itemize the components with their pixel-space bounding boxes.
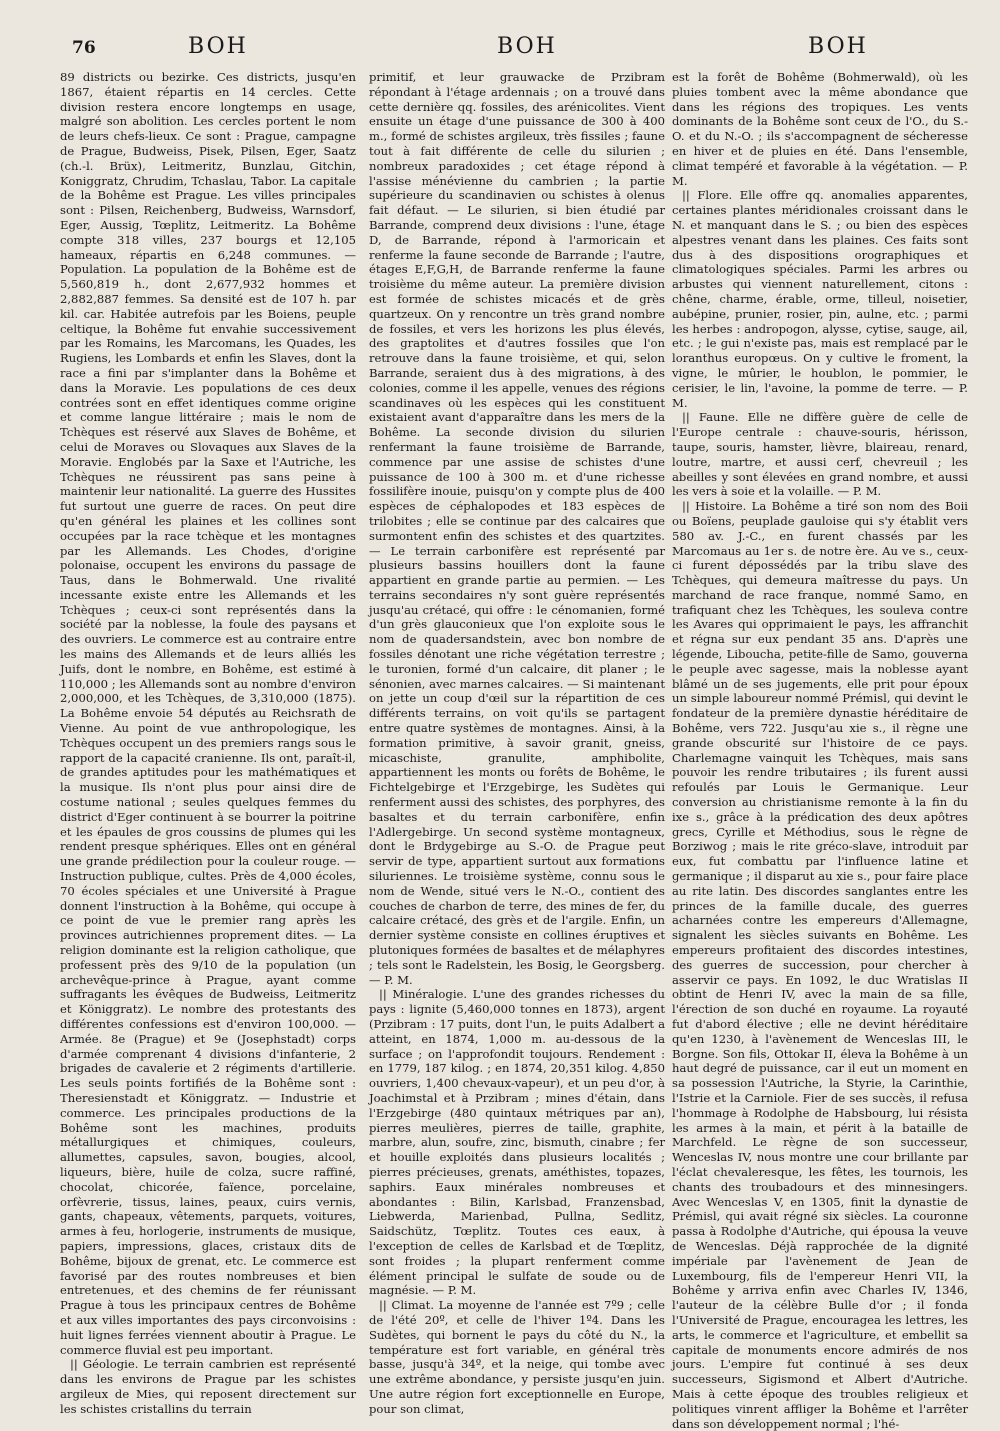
running-head-left: BOH [188, 34, 248, 59]
running-head-right: BOH [808, 34, 868, 59]
paragraph: || Géologie. Le terrain cambrien est représenté dans les environs de Prague par les schistes argileux de Mies, qui reposent directement sur les schistes cristallins du terrain [60, 1357, 356, 1416]
paragraph: || Faune. Elle ne diffère guère de celle de l'Europe centrale : chauve-souris, hérisson, taupe, souris, hamster, lièvre, blaireau, renard, loutre, martre, et aussi cerf, chevreuil ; les abeilles y sont élevées en grand nombre, et aussi les vers à soie et la volaille. — P. M. [672, 410, 968, 499]
paragraph: || Histoire. La Bohême a tiré son nom des Boii ou Boïens, peuplade gauloise qui s'y établit vers 580 av. J.-C., en furent chassés par les Marcomaus au 1er s. de notre ère. Au ve s., ceux-ci furent dépossédés par la tribu slave des Tchèques, qui demeura maîtresse du pays. Un marchand de race franque, nommé Samo, en trafiquant chez les Tchèques, les souleva contre les Avares qui opprimaient le pays, les affranchit et régna sur eux pendant 35 ans. D'après une légende, Libouchа, petite-fille de Samo, gouverna le peuple avec sagesse, mais la noblesse ayant blâmé un de ses jugements, elle prit pour époux un simple laboureur nommé Prémisl, qui devint le fondateur de la première dynastie héréditaire de Bohême, vers 722. Jusqu'au xie s., il règne une grande obscurité sur l'histoire de ce pays. Charlemagne vainquit les Tchèques, mais sans pouvoir les rendre tributaires ; ils furent aussi refoulés par Louis le Germanique. Leur conversion au christianisme remonte à la fin du ixe s., grâce à la prédication des deux apôtres grecs, Cyrille et Méthodius, sous le règne de Borziwog ; mais le rite gréco-slave, introduit par eux, fut combattu par l'influence latine et germanique ; il disparut au xie s., pour faire place au rite latin. Des discordes sanglantes entre les princes de la famille ducale, des guerres acharnées contre les empereurs d'Allemagne, signalent les siècles suivants en Bohême. Les empereurs profitaient des discordes intestines, des guerres de succession, pour chercher à asservir ce pays. En 1092, le duc Wratislas II obtint de Henri IV, avec la main de sa fille, l'érection de son duché en royaume. La royauté fut d'abord élective ; elle ne devint héréditaire qu'en 1230, à l'avènement de Wenceslas III, le Borgne. Son fils, Ottokar II, éleva la Bohême à un haut degré de puissance, car il eut un moment en sa possession l'Autriche, la Styrie, la Carinthie, l'Istrie et la Carniole. Fier de ses succès, il refusa l'hommage à Rodolphe de Habsbourg, lui résista les armes à la main, et périt à la bataille de Marchfeld. Le règne de son successeur, Wenceslas IV, nous montre une cour brillante par l'éclat chevaleresque, les fêtes, les tournois, les chants des troubadours et des minnesingers. Avec Wenceslas V, en 1305, finit la dynastie de Prémisl, qui avait régné six siècles. La couronne passa à Rodolphe d'Autriche, qui épousa la veuve de Wenceslas. Déjà rapprochée de la dignité impériale par l'avènement de Jean de Luxembourg, fils de l'empereur Henri VII, la Bohême y arriva enfin avec Charles IV, 1346, l'auteur de la célèbre Bulle d'or ; il fonda l'Université de Prague, encouragea les lettres, les arts, le commerce et l'agriculture, et embellit sa capitale de monuments encore admirés de nos jours. L'empire fut continué à ses deux successeurs, Sigismond et Albert d'Autriche. Mais à cette époque des troubles religieux et politiques vinrent affliger la Bohême et l'arrêter dans son développement normal ; l'hé- [672, 499, 968, 1431]
paragraph: || Flore. Elle offre qq. anomalies apparentes, certaines plantes méridionales croissant dans le N. et manquant dans le S. ; ou bien des espèces alpestres venant dans les plaines. Ces faits sont dus à des dispositions orographiques et climatologiques spéciales. Parmi les arbres ou arbustes qui viennent naturellement, citons : chêne, charme, érable, orme, tilleul, noisetier, aubépine, prunier, rosier, pin, aulne, etc. ; parmi les herbes : andropogon, alysse, cytise, sauge, ail, etc. ; le gui n'existe pas, mais est remplacé par le loranthus europœus. On y cultive le froment, la vigne, le mûrier, le houblon, le pommier, le cerisier, le lin, l'avoine, la pomme de terre. — P. M. [672, 188, 968, 410]
paragraph: || Minéralogie. L'une des grandes richesses du pays : lignite (5,460,000 tonnes en 1873), argent (Przibram : 17 puits, dont l'un, le puits Adalbert a atteint, en 1874, 1,000 m. au-dessous de la surface ; on l'approfondit toujours. Rendement : en 1779, 187 kilog. ; en 1874, 20,351 kilog. 4,850 ouvriers, 1,400 chevaux-vapeur), et un peu d'or, à Joachimstal et à Przibram ; mines d'étain, dans l'Erzgebirge (480 quintaux métriques par an), pierres meulières, pierres de taille, graphite, marbre, alun, soufre, zinc, bismuth, cinabre ; fer et houille exploités dans plusieurs localités ; pierres précieuses, grenats, améthistes, topazes, saphirs. Eaux minérales nombreuses et abondantes : Bilin, Karlsbad, Franzensbad, Liebwerda, Marienbad, Pullna, Sedlitz, Saidschütz, Tœplitz. Toutes ces eaux, à l'exception de celles de Karlsbad et de Tœplitz, sont froides ; la plupart renferment comme élément principal le sulfate de soude ou de magnésie. — P. M. [369, 987, 665, 1298]
paragraph: 89 districts ou bezirke. Ces districts, jusqu'en 1867, étaient répartis en 14 cercles. Cette division restera encore longtemps en usage, malgré son abolition. Les cercles portent le nom de leurs chefs-lieux. Ce sont : Prague, campagne de Prague, Budweiss, Pisek, Pilsen, Eger, Saatz (ch.-l. Brüx), Leitmeritz, Bunzlau, Gitchin, Koniggratz, Chrudim, Tchaslau, Tabor. La capitale de la Bohême est Prague. Les villes principales sont : Pilsen, Reichenberg, Budweiss, Warnsdorf, Eger, Aussig, Tœplitz, Leitmeritz. La Bohême compte 318 villes, 237 bourgs et 12,105 hameaux, répartis en 6,248 communes. — Population. La population de la Bohême est de 5,560,819 h., dont 2,677,932 hommes et 2,882,887 femmes. Sa densité est de 107 h. par kil. car. Habitée autrefois par les Boiens, peuple celtique, la Bohême fut envahie successivement par les Romains, les Marcomans, les Quades, les Rugiens, les Lombards et enfin les Slaves, dont la race a fini par s'implanter dans la Bohême et dans la Moravie. Les populations de ces deux contrées sont en effet identiques comme origine et comme langue littéraire ; mais le nom de Tchèques est réservé aux Slaves de Bohême, et celui de Moraves ou Slovaques aux Slaves de la Moravie. Englobés par la Saxe et l'Autriche, les Tchèques ne réussirent pas sans peine à maintenir leur nationalité. La guerre des Hussites fut surtout une guerre de races. On peut dire qu'en général les plaines et les collines sont occupées par la race tchèque et les montagnes par les Allemands. Les Chodes, d'origine polonaise, occupent les environs du passage de Taus, dans le Bohmerwald. Une rivalité incessante existe entre les Allemands et les Tchèques ; ceux-ci sont représentés dans la société par la noblesse, la foule des paysans et des ouvriers. Le commerce est au contraire entre les mains des Allemands et de leurs alliés les Juifs, dont le nombre, en Bohême, est estimé à 110,000 ; les Allemands sont au nombre d'environ 2,000,000, et les Tchèques, de 3,310,000 (1875). La Bohême envoie 54 députés au Reichsrath de Vienne. Au point de vue anthropologique, les Tchèques occupent un des premiers rangs sous le rapport de la capacité cranienne. Ils ont, paraît-il, de grandes aptitudes pour les mathématiques et la musique. Ils n'ont plus pour ainsi dire de costume national ; seules quelques femmes du district d'Eger continuent à se bourrer la poitrine et les épaules de gros coussins de plumes qui les rendent presque sphériques. Elles ont en général une grande prédilection pour la couleur rouge. — Instruction publique, cultes. Près de 4,000 écoles, 70 écoles spéciales et une Université à Prague donnent l'instruction à la Bohême, qui occupe à ce point de vue le premier rang après les provinces autrichiennes proprement dites. — La religion dominante est la religion catholique, que professent près des 9/10 de la population (un archevêque-prince à Prague, ayant comme suffragants les évêques de Budweiss, Leitmeritz et Königgratz). Le nombre des protestants des différentes confessions est d'environ 100,000. — Armée. 8e (Prague) et 9e (Josephstadt) corps d'armée comprenant 4 divisions d'infanterie, 2 brigades de cavalerie et 2 régiments d'artillerie. Les seuls points fortifiés de la Bohême sont : Theresienstadt et Königgratz. — Industrie et commerce. Les principales productions de la Bohême sont les machines, produits métallurgiques et chimiques, couleurs, allumettes, capsules, savon, bougies, alcool, liqueurs, bière, huile de colza, sucre raffiné, chocolat, chicorée, faïence, porcelaine, orfèvrerie, tissus, laines, peaux, cuirs vernis, gants, chapeaux, vêtements, parquets, voitures, armes à feu, horlogerie, instruments de musique, papiers, impressions, glaces, cristaux dits de Bohême, bijoux de grenat, etc. Le commerce est favorisé par des routes nombreuses et bien entretenues, et des chemins de fer réunissant Prague à tous les principaux centres de Bohême et aux villes importantes des pays circonvoisins : huit lignes ferrées viennent aboutir à Prague. Le commerce fluvial est peu important. [60, 70, 356, 1357]
running-head-center: BOH [497, 34, 557, 59]
page-header [0, 28, 1000, 58]
paragraph: || Climat. La moyenne de l'année est 7º9 ; celle de l'été 20º, et celle de l'hiver 1º4. Dans les Sudètes, qui bornent le pays du côté du N., la température est fort variable, en général très basse, jusqu'à 34º, et la neige, qui tombe avec une extrême abondance, y persiste jusqu'en juin. Une autre région fort exceptionnelle en Europe, pour son climat, [369, 1298, 665, 1416]
text-column-right [672, 70, 968, 1431]
paragraph: primitif, et leur grauwacke de Przibram répondant à l'étage ardennais ; on a trouvé dans cette dernière qq. fossiles, des arénicolites. Vient ensuite un étage d'une puissance de 300 à 400 m., formé de schistes argileux, très fissiles ; faune tout à fait différente de celle du silurien ; nombreux paradoxides ; cet étage répond à l'assise ménévienne du cambrien ; la partie supérieure du scandinavien ou schistes à olenus fait défaut. — Le silurien, si bien étudié par Barrande, comprend deux divisions : l'une, étage D, de Barrande, répond à l'armoricain et renferme la faune seconde de Barrande ; l'autre, étages E,F,G,H, de Barrande renferme la faune troisième du même auteur. La première division est formée de schistes micacés et de grès quartzeux. On y rencontre un très grand nombre de fossiles, et vers les horizons les plus élevés, des graptolites et d'autres fossiles que l'on retrouve dans la faune troisième, et qui, selon Barrande, seraient dus à des migrations, à des colonies, comme il les appelle, venues des régions scandinaves où les espèces qui les constituent existaient avant d'apparaître dans les mers de la Bohême. La seconde division du silurien renfermant la faune troisième de Barrande, commence par une assise de schistes d'une puissance de 100 à 300 m. et d'une richesse fossilifère inouie, puisqu'on y compte plus de 400 espèces de céphalopodes et 183 espèces de trilobites ; elle se continue par des calcaires que surmontent enfin des schistes et des quartzites. — Le terrain carbonifère est représenté par plusieurs bassins houillers dont la faune appartient en grande partie au permien. — Les terrains secondaires n'y sont guère représentés jusqu'au crétacé, qui offre : le cénomanien, formé d'un grès glauconieux que l'on exploite sous le nom de quadersandstein, avec bon nombre de fossiles dénotant une riche végétation terrestre ; le turonien, formé d'un calcaire, dit planer ; le sénonien, avec marnes calcaires. — Si maintenant on jette un coup d'œil sur la répartition de ces différents terrains, on voit qu'ils se partagent entre quatre systèmes de montagnes. Ainsi, à la formation primitive, à savoir granit, gneiss, micaschiste, granulite, amphibolite, appartiennent les monts ou forêts de Bohême, le Fichtelgebirge et l'Erzgebirge, les Sudètes qui renferment aussi des schistes, des porphyres, des basaltes et du terrain carbonifère, enfin l'Adlergebirge. Un second système montagneux, dont le Brdygebirge au S.-O. de Prague peut servir de type, appartient surtout aux formations siluriennes. Le troisième système, connu sous le nom de Wende, situé vers le N.-O., contient des couches de charbon de terre, des mines de fer, du calcaire crétacé, des grès et de l'argile. Enfin, un dernier système consiste en collines éruptives et plutoniques formées de basaltes et de mélaphyres ; tels sont le Radelstein, les Bosig, le Georgsberg. — P. M. [369, 70, 665, 987]
text-column-left [60, 70, 356, 1416]
text-column-middle [369, 70, 665, 1416]
page-number: 76 [72, 38, 96, 58]
paragraph: est la forêt de Bohême (Bohmerwald), où les pluies tombent avec la même abondance que dans les régions des tropiques. Les vents dominants de la Bohême sont ceux de l'O., du S.-O. et du N.-O. ; ils s'accompagnent de sécheresse en hiver et de pluies en été. Dans l'ensemble, climat tempéré et favorable à la végétation. — P. M. [672, 70, 968, 188]
